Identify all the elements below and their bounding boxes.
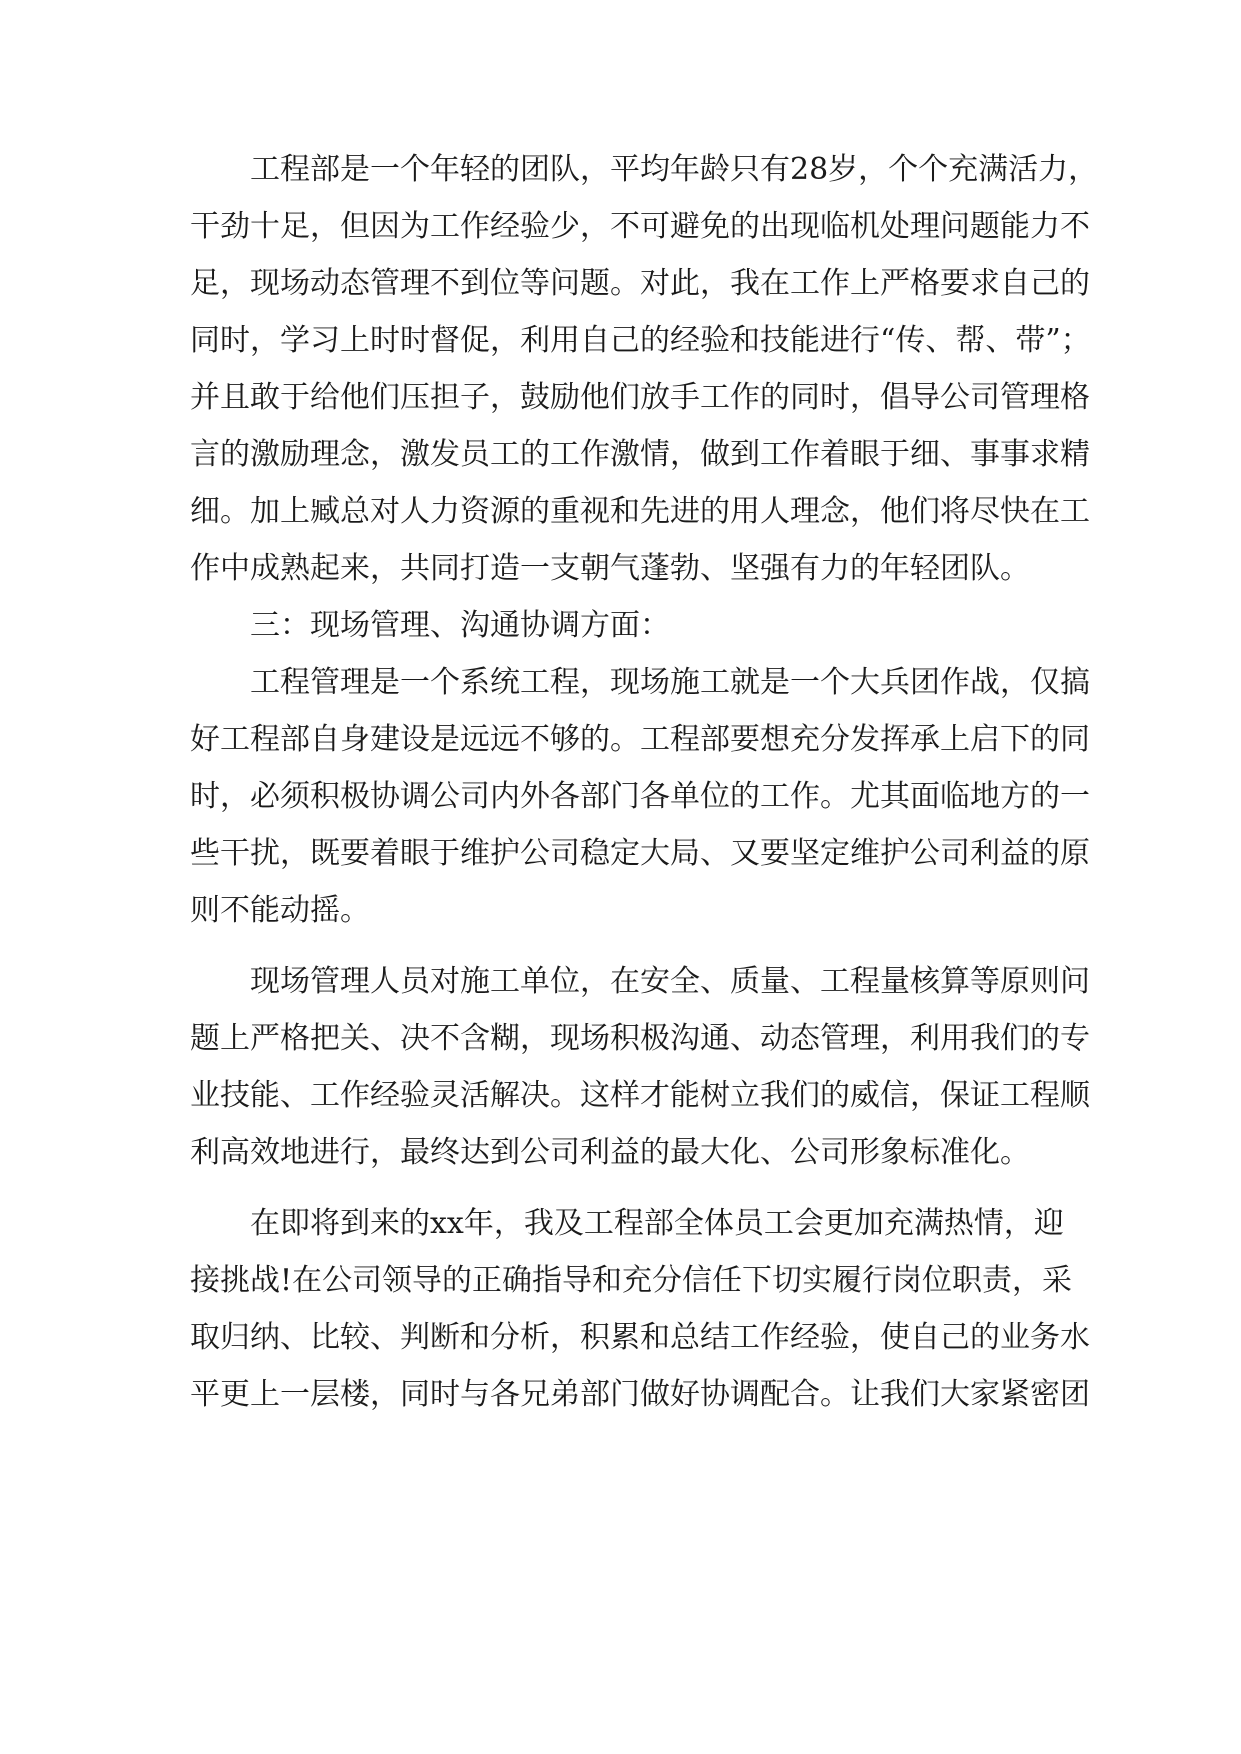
paragraph-line: 细。加上臧总对人力资源的重视和先进的用人理念，他们将尽快在工 — [190, 494, 1090, 529]
paragraph-line: 作中成熟起来，共同打造一支朝气蓬勃、坚强有力的年轻团队。 — [190, 551, 1030, 586]
paragraph-line: 取归纳、比较、判断和分析，积累和总结工作经验，使自己的业务水 — [190, 1320, 1090, 1355]
paragraph-line: 题上严格把关、决不含糊，现场积极沟通、动态管理，利用我们的专 — [190, 1021, 1090, 1056]
paragraph-line: 些干扰，既要着眼于维护公司稳定大局、又要坚定维护公司利益的原 — [190, 836, 1090, 871]
paragraph-line: 在即将到来的xx年，我及工程部全体员工会更加充满热情，迎 — [250, 1206, 1064, 1241]
paragraph-line: 时，必须积极协调公司内外各部门各单位的工作。尤其面临地方的一 — [190, 779, 1090, 814]
paragraph-line: 利高效地进行，最终达到公司利益的最大化、公司形象标准化。 — [190, 1135, 1030, 1170]
paragraph-line: 工程管理是一个系统工程，现场施工就是一个大兵团作战，仅搞 — [250, 665, 1090, 700]
paragraph-line: 同时，学习上时时督促，利用自己的经验和技能进行“传、帮、带”； — [190, 323, 1091, 358]
paragraph-line: 言的激励理念，激发员工的工作激情，做到工作着眼于细、事事求精 — [190, 437, 1090, 472]
paragraph-line: 接挑战!在公司领导的正确指导和充分信任下切实履行岗位职责，采 — [190, 1263, 1073, 1298]
paragraph-line: 业技能、工作经验灵活解决。这样才能树立我们的威信，保证工程顺 — [190, 1078, 1090, 1113]
paragraph-line: 则不能动摇。 — [190, 893, 370, 928]
paragraph-line: 足，现场动态管理不到位等问题。对此，我在工作上严格要求自己的 — [190, 266, 1090, 301]
paragraph-line: 好工程部自身建设是远远不够的。工程部要想充分发挥承上启下的同 — [190, 722, 1090, 757]
paragraph-line: 工程部是一个年轻的团队，平均年龄只有28岁，个个充满活力， — [250, 152, 1099, 187]
section-heading: 三：现场管理、沟通协调方面： — [250, 608, 670, 643]
paragraph-line: 平更上一层楼，同时与各兄弟部门做好协调配合。让我们大家紧密团 — [190, 1377, 1090, 1412]
paragraph-line: 并且敢于给他们压担子，鼓励他们放手工作的同时，倡导公司管理格 — [190, 380, 1090, 415]
paragraph-line: 干劲十足，但因为工作经验少，不可避免的出现临机处理问题能力不 — [190, 209, 1090, 244]
paragraph-line: 现场管理人员对施工单位，在安全、质量、工程量核算等原则问 — [250, 964, 1090, 999]
